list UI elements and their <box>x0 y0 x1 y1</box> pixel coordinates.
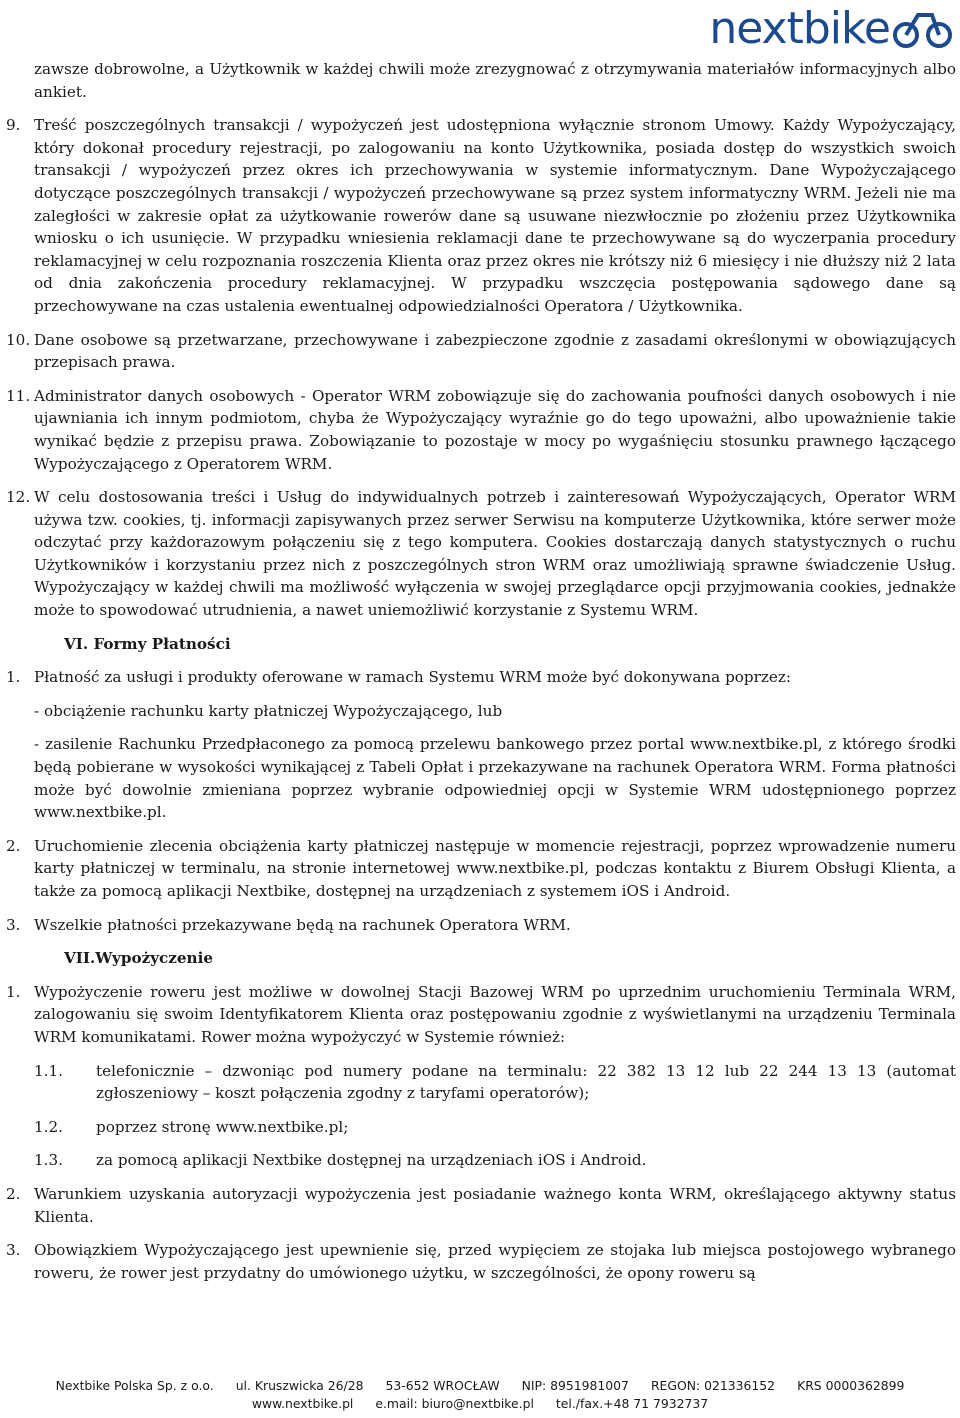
rental-subitem-1-1 <box>0 1060 960 1105</box>
footer-email[interactable]: e.mail: biuro@nextbike.pl <box>375 1396 534 1411</box>
section-heading-payments: VI. Formy Płatności <box>64 634 231 653</box>
subitem-text: za pomocą aplikacji Nextbike dostępnej na urządzeniach iOS i Android. <box>96 1151 647 1170</box>
payments-item-3 <box>0 914 960 937</box>
subitem-text: poprzez stronę www.nextbike.pl; <box>96 1117 349 1136</box>
subitem-number: 1.1. <box>34 1061 63 1080</box>
nextbike-logo <box>709 4 954 54</box>
footer-phone: tel./fax.+48 71 7932737 <box>555 1396 709 1411</box>
item-text: Płatność za usługi i produkty oferowane w ramach Systemu WRM może być dokonywana poprzez: <box>34 668 792 687</box>
item-text: Uruchomienie zlecenia obciążenia karty płatniczej następuje w momencie rejestracji, poprzez wprowadzenie numeru karty płatniczej w terminalu, na stronie internetowej www.nextbike.pl, podczas kontaktu z Biurem Obsługi Klienta, a także za pomocą aplikacji Nextbike, dostępnej na urządzeniach z systemem iOS i Android. <box>34 836 956 900</box>
item-number: 3. <box>6 1241 21 1260</box>
payments-dash-item: - obciążenie rachunku karty płatniczej Wypożyczającego, lub <box>34 701 503 720</box>
logo-text: nextbike <box>709 3 890 54</box>
item-number: 2. <box>6 836 21 855</box>
footer-regon: REGON: 021336152 <box>650 1378 776 1393</box>
paragraph-number: 10. <box>6 330 31 349</box>
rental-item-3 <box>0 1239 960 1284</box>
paragraph-text: Administrator danych osobowych - Operator WRM zobowiązuje się do zachowania poufności danych osobowych i nie ujawniania ich innym podmiotom, chyba że Wypożyczający wyraźnie go do tego upoważni, albo upoważnienie takie wynikać będzie z przepisu prawa. Zobowiązanie to pozostaje w mocy po wygaśnięciu stosunku prawnego łączącego Wypożyczającego z Operatorem WRM. <box>34 386 956 473</box>
paragraph-continuation: zawsze dobrowolne, a Użytkownik w każdej chwili może zrezygnować z otrzymywania materiałów informacyjnych albo ankiet. <box>34 60 956 101</box>
subitem-text: telefonicznie – dzwoniąc pod numery podane na terminalu: 22 382 13 12 lub 22 244 13 13 (automat zgłoszeniowy – koszt połączenia zgodny z taryfami operatorów); <box>96 1061 956 1103</box>
paragraph-9 <box>0 114 960 317</box>
item-text: Warunkiem uzyskania autoryzacji wypożyczenia jest posiadanie ważnego konta WRM, określającego aktywny status Klienta. <box>34 1184 956 1226</box>
paragraph-12 <box>0 486 960 622</box>
footer-company: Nextbike Polska Sp. z o.o. <box>55 1378 214 1393</box>
rental-subitem-1-3 <box>0 1149 960 1172</box>
footer-krs: KRS 0000362899 <box>797 1378 905 1393</box>
paragraph-10 <box>0 329 960 374</box>
paragraph-text: W celu dostosowania treści i Usług do indywidualnych potrzeb i zainteresowań Wypożyczających, Operator WRM używa tzw. cookies, tj. informacji zapisywanych przez serwer Serwisu na komputerze Użytkownika, które serwer może odczytać przy każdorazowym połączeniu się z tego komputera. Cookies dostarczają danych statystycznych o ruchu Użytkowników i korzystaniu przez nich z poszczególnych stron WRM oraz umożliwiają sprawne świadczenie Usług. Wypożyczający w każdej chwili ma możliwość wyłączenia w swojej przeglądarce opcji przyjmowania cookies, jednakże może to spowodować utrudnienia, a nawet uniemożliwić korzystanie z Systemu WRM. <box>34 488 956 620</box>
paragraph-text: Dane osobowe są przetwarzane, przechowywane i zabezpieczone zgodnie z zasadami określonymi w obowiązujących przepisach prawa. <box>34 330 956 372</box>
payments-item-1 <box>0 666 960 689</box>
footer-city: 53-652 WROCŁAW <box>385 1378 500 1393</box>
payments-item-2 <box>0 835 960 903</box>
item-text: Obowiązkiem Wypożyczającego jest upewnienie się, przed wypięciem ze stojaka lub miejsca postojowego wybranego roweru, że rower jest przydatny do umówionego użytku, w szczególności, że opony roweru są <box>34 1241 956 1282</box>
subitem-number: 1.2. <box>34 1117 63 1136</box>
item-number: 1. <box>6 982 21 1001</box>
item-number: 1. <box>6 668 21 687</box>
footer-website[interactable]: www.nextbike.pl <box>251 1396 354 1411</box>
section-heading-rental: VII.Wypożyczenie <box>64 949 214 968</box>
document-body <box>0 58 960 1295</box>
footer-nip: NIP: 8951981007 <box>521 1378 629 1393</box>
item-text: Wszelkie płatności przekazywane będą na rachunek Operatora WRM. <box>34 915 571 934</box>
item-number: 3. <box>6 915 21 934</box>
footer-row-2 <box>0 1395 960 1413</box>
paragraph-11 <box>0 385 960 475</box>
paragraph-number: 12. <box>6 488 31 507</box>
rental-item-1 <box>0 981 960 1049</box>
payments-dash-item: - zasilenie Rachunku Przedpłaconego za pomocą przelewu bankowego przez portal www.nextbike.pl, z którego środki będą pobierane w wysokości wynikającej z Tabeli Opłat i przekazywane na rachunek Operatora WRM. Forma płatności może być dowolnie zmieniana poprzez wybranie odpowiedniej opcji w Systemie WRM udostępnionego poprzez www.nextbike.pl. <box>34 735 956 822</box>
bicycle-icon <box>892 9 954 49</box>
footer-row-1 <box>0 1377 960 1395</box>
item-text: Wypożyczenie roweru jest możliwe w dowolnej Stacji Bazowej WRM po uprzednim uruchomieniu Terminala WRM, zalogowaniu się swoim Identyfikatorem Klienta oraz postępowaniu zgodnie z wyświetlanymi na urządzeniu Terminala WRM komunikatami. Rower można wypożyczyć w Systemie również: <box>34 982 956 1046</box>
item-number: 2. <box>6 1184 21 1203</box>
subitem-number: 1.3. <box>34 1151 63 1170</box>
rental-subitem-1-2 <box>0 1116 960 1139</box>
page-footer <box>0 1377 960 1413</box>
paragraph-number: 11. <box>6 386 31 405</box>
paragraph-text: Treść poszczególnych transakcji / wypożyczeń jest udostępniona wyłącznie stronom Umowy. Każdy Wypożyczający, który dokonał procedury rejestracji, po zalogowaniu na konto Użytkownika, posiada dostęp do wszystkich swoich transakcji / wypożyczeń przez okres ich przechowywania w systemie informatycznym. Dane Wypożyczającego dotyczące poszczególnych transakcji / wypożyczeń przechowywane są przez system informatyczny WRM. Jeżeli nie ma zaległości w zakresie opłat za użytkowanie rowerów dane są usuwane niezwłocznie po złożeniu przez Użytkownika wniosku o ich usunięcie. W przypadku wniesienia reklamacji dane te przechowywane są do wyczerpania procedury reklamacyjnej w celu rozpoznania roszczenia Klienta oraz przez okres nie krótszy niż 6 miesięcy i nie dłuższy niż 2 lata od dnia zakończenia procedury reklamacyjnej. W przypadku wszczęcia postępowania sądowego dane są przechowywane na czas ustalenia ewentualnej odpowiedzialności Operatora / Użytkownika. <box>34 116 956 315</box>
footer-address: ul. Kruszwicka 26/28 <box>235 1378 364 1393</box>
rental-item-2 <box>0 1183 960 1228</box>
paragraph-number: 9. <box>6 116 21 135</box>
